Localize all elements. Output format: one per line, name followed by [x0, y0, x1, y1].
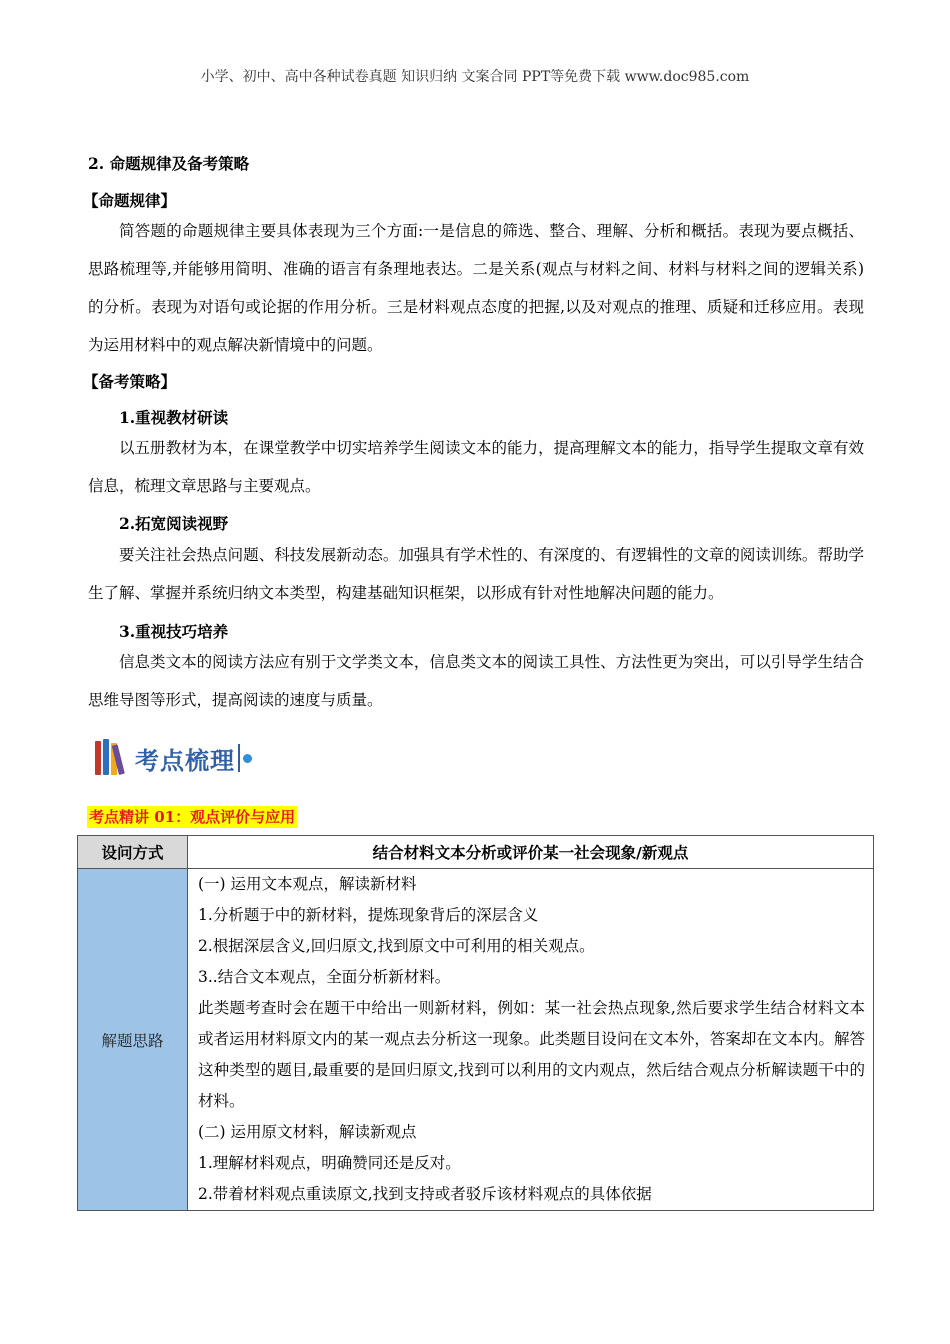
strategy-2-title: 2.拓宽阅读视野: [119, 514, 229, 533]
strategy-3-title: 3.重视技巧培养: [119, 622, 229, 641]
method-paragraph: 此类题考查时会在题干中给出一则新材料，例如：某一社会热点现象,然后要求学生结合材料文本或者运用材料原文内的某一观点去分析这一现象。此类题目设问在文本外，答案却在文本内。解答这种类型的题目,最重要的是回归原文,找到可以利用的文内观点，然后结合观点分析解读题干中的材料。: [198, 999, 865, 1110]
banner-divider: [238, 744, 240, 772]
method-line: 1.分析题于中的新材料，提炼现象背后的深层含义: [198, 906, 539, 924]
rules-heading: 【命题规律】: [83, 191, 177, 210]
header-right-cell: 结合材料文本分析或评价某一社会现象/新观点: [188, 836, 874, 869]
banner-dot-icon: [243, 754, 252, 763]
strategy-2-text: 要关注社会热点问题、科技发展新动态。加强具有学术性的、有深度的、有逻辑性的文章的阅读训练。帮助学生了解、掌握并系统归纳文本类型，构建基础知识框架，以形成有针对性地解决问题的能力。: [88, 546, 864, 602]
strategy-3-text: 信息类文本的阅读方法应有别于文学类文本，信息类文本的阅读工具性、方法性更为突出，可以引导学生结合思维导图等形式，提高阅读的速度与质量。: [88, 653, 864, 709]
strategy-1-title: 1.重视教材研读: [119, 408, 229, 427]
rules-paragraph: 简答题的命题规律主要具体表现为三个方面:一是信息的筛选、整合、理解、分析和概括。表现为要点概括、思路梳理等,并能够用简明、准确的语言有条理地表达。二是关系(观点与材料之间、材料与材料之间的逻辑关系)的分析。表现为对语句或论据的作用分析。三是材料观点态度的把握,以及对观点的推理、质疑和迁移应用。表现为运用材料中的观点解决新情境中的问题。: [88, 222, 864, 354]
topic-table: [77, 835, 874, 1211]
header-left-cell: 设问方式: [78, 836, 188, 869]
method-line: (二) 运用原文材料，解读新观点: [198, 1123, 417, 1141]
page-header: 小学、初中、高中各种试卷真题 知识归纳 文案合同 PPT等免费下载 www.doc985.com: [200, 69, 750, 85]
method-line: 2.根据深层含义,回归原文,找到原文中可利用的相关观点。: [198, 937, 595, 955]
table-body-row: [78, 869, 874, 1211]
books-icon: [95, 739, 133, 777]
row-label-cell: 解题思路: [78, 869, 188, 1211]
method-line: 3..结合文本观点，全面分析新材料。: [198, 968, 451, 986]
section-title: 2. 命题规律及备考策略: [88, 154, 250, 173]
topic-banner: [95, 736, 252, 780]
banner-title: 考点梳理: [135, 746, 235, 775]
method-line: (一) 运用文本观点，解读新材料: [198, 875, 417, 893]
row-body-cell: [188, 869, 874, 1211]
strategy-heading: 【备考策略】: [83, 372, 177, 391]
method-line: 2.带着材料观点重读原文,找到支持或者驳斥该材料观点的具体依据: [198, 1185, 652, 1203]
strategy-1-text: 以五册教材为本，在课堂教学中切实培养学生阅读文本的能力，提高理解文本的能力，指导学生提取文章有效信息，梳理文章思路与主要观点。: [88, 439, 864, 495]
topic-label: 考点精讲 01：观点评价与应用: [89, 808, 296, 826]
table-header-row: [78, 836, 874, 869]
method-line: 1.理解材料观点，明确赞同还是反对。: [198, 1154, 461, 1172]
